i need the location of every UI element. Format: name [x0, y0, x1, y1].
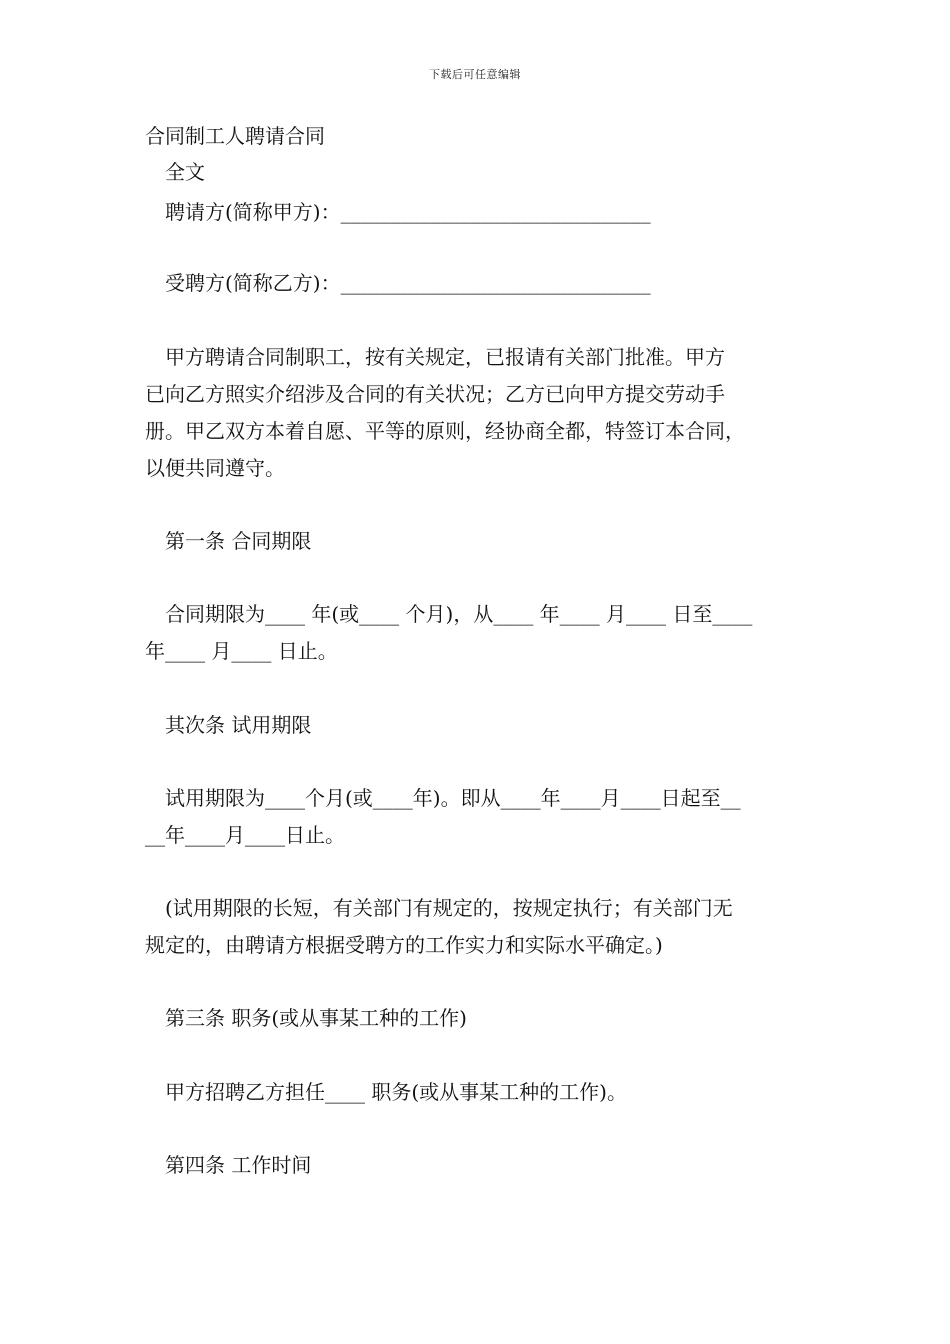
article-text-line: 合同期限为____ 年(或____ 个月)，从____ 年____ 月____ 日至____ [165, 602, 753, 626]
preamble-line: 甲方聘请合同制职工，按有关规定，已报请有关部门批准。甲方 [165, 345, 725, 369]
article-text-line: 甲方招聘乙方担任____ 职务(或从事某工种的工作)。 [165, 1080, 627, 1104]
document-title: 合同制工人聘请合同 [145, 124, 325, 148]
article-heading: 第一条 合同期限 [165, 529, 312, 553]
article-note-line: (试用期限的长短，有关部门有规定的，按规定执行；有关部门无 [165, 896, 733, 920]
article-text-line: 年____ 月____ 日止。 [145, 639, 338, 663]
header-note: 下载后可任意编辑 [429, 68, 521, 81]
article-text-line: __年____月____日止。 [145, 823, 345, 847]
party-b-line: 受聘方(简称乙方)：_______________________________ [165, 271, 651, 295]
article-note-line: 规定的，由聘请方根据受聘方的工作实力和实际水平确定。) [145, 933, 663, 957]
article-text-line: 试用期限为____个月(或____年)。即从____年____月____日起至__ [165, 786, 741, 810]
article-heading: 第三条 职务(或从事某工种的工作) [165, 1006, 467, 1030]
document-subtitle: 全文 [165, 160, 205, 184]
party-a-line: 聘请方(简称甲方)：_______________________________ [165, 200, 651, 224]
article-heading: 其次条 试用期限 [165, 713, 312, 737]
article-heading: 第四条 工作时间 [165, 1153, 312, 1177]
preamble-line: 以便共同遵守。 [145, 456, 285, 480]
preamble-line: 册。甲乙双方本着自愿、平等的原则，经协商全都，特签订本合同， [145, 419, 745, 443]
preamble-line: 已向乙方照实介绍涉及合同的有关状况；乙方已向甲方提交劳动手 [145, 382, 725, 406]
